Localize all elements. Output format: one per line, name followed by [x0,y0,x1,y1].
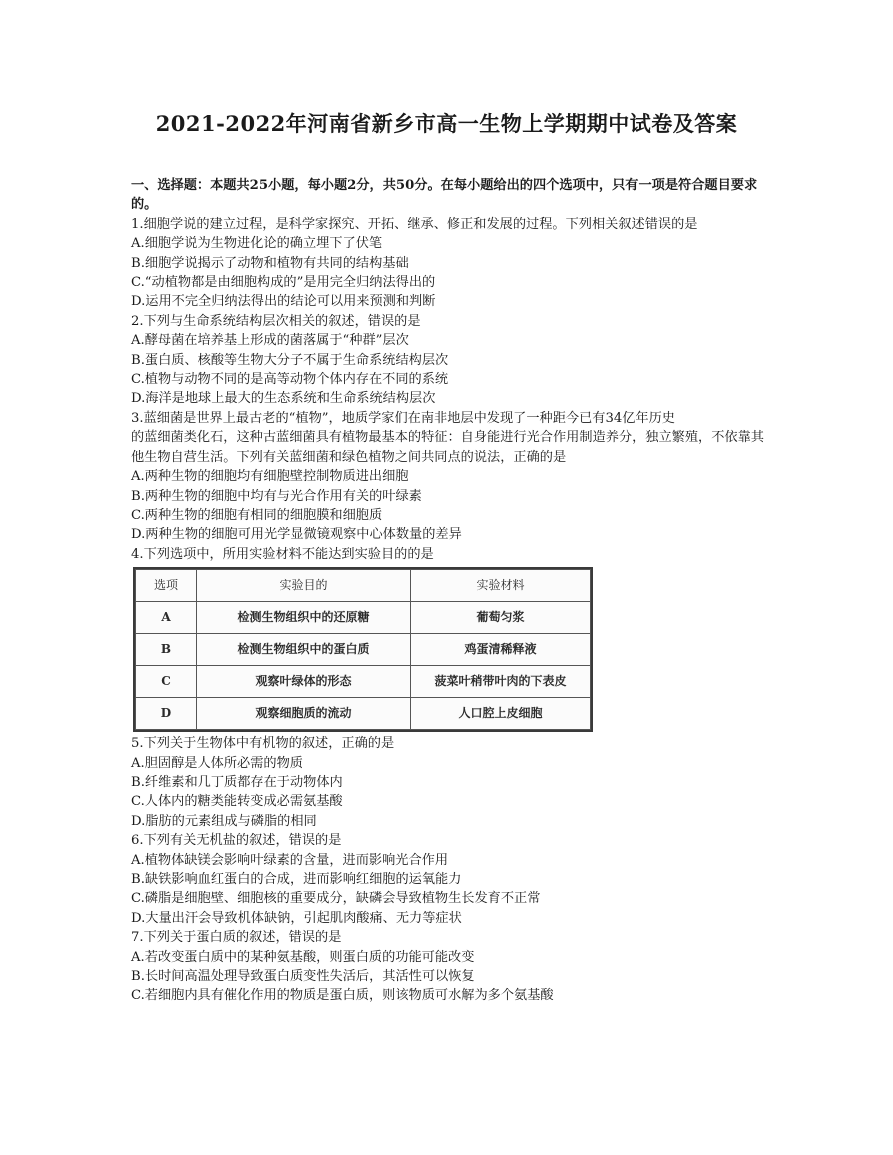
question-6-stem: 6.下列有关无机盐的叙述，错误的是 [131,833,342,849]
table-cell-option: A [136,602,197,634]
question-7-stem: 7.下列关于蛋白质的叙述，错误的是 [131,930,342,946]
question-2-option-d: D.海洋是地球上最大的生态系统和生命系统结构层次 [131,391,436,407]
question-3-option-b: B.两种生物的细胞中均有与光合作用有关的叶绿素 [131,488,422,504]
question-1-option-a: A.细胞学说为生物进化论的确立埋下了伏笔 [131,236,383,252]
question-7-option-b: B.长时间高温处理导致蛋白质变性失活后，其活性可以恢复 [131,969,475,984]
question-7-option-a: A.若改变蛋白质中的某种氨基酸，则蛋白质的功能可能改变 [131,949,475,965]
table-cell-option: D [136,698,197,730]
section-heading: 一、选择题：本题共25小题，每小题2分，共50分。在每小题给出的四个选项中，只有一项是符合题目要求的。 [131,178,758,213]
table-header-purpose: 实验目的 [197,570,411,602]
question-5-option-b: B.纤维素和几丁质都存在于动物体内 [131,774,343,790]
question-7-option-c: C.若细胞内具有催化作用的物质是蛋白质，则该物质可水解为多个氨基酸 [131,988,554,1004]
question-5-option-c: C.人体内的糖类能转变成必需氨基酸 [131,794,343,810]
table-cell-material: 鸡蛋清稀释液 [411,634,591,666]
table-cell-purpose: 检测生物组织中的蛋白质 [197,634,411,666]
table-row [136,634,591,666]
question-6-option-d: D.大量出汗会导致机体缺钠，引起肌肉酸痛、无力等症状 [131,910,462,926]
table-row [136,666,591,698]
table-header-option: 选项 [136,570,197,602]
question-2-option-b: B.蛋白质、核酸等生物大分子不属于生命系统结构层次 [131,352,449,368]
experiment-table-frame [133,567,593,732]
question-1-option-b: B.细胞学说揭示了动物和植物有共同的结构基础 [131,255,409,271]
table-cell-option: B [136,634,197,666]
question-6-option-a: A.植物体缺镁会影响叶绿素的含量，进而影响光合作用 [131,852,449,868]
question-2-stem: 2.下列与生命系统结构层次相关的叙述，错误的是 [131,313,421,329]
table-cell-purpose: 观察细胞质的流动 [197,698,411,730]
question-2-option-c: C.植物与动物不同的是高等动物个体内存在不同的系统 [131,372,449,388]
document-body [131,176,766,1006]
question-3-stem-continued: 的蓝细菌类化石，这种古蓝细菌具有植物最基本的特征：自身能进行光合作用制造养分，独立繁殖，不依靠其他生物自营生活。下列有关蓝细菌和绿色植物之间共同点的说法，正确的是 [131,430,764,465]
question-1-option-d: D.运用不完全归纳法得出的结论可以用来预测和判断 [131,294,436,310]
table-header-row [136,570,591,602]
experiment-table [135,569,591,730]
question-3-option-d: D.两种生物的细胞可用光学显微镜观察中心体数量的差异 [131,527,462,543]
question-3-option-a: A.两种生物的细胞均有细胞壁控制物质进出细胞 [131,469,409,485]
question-4-stem: 4.下列选项中，所用实验材料不能达到实验目的的是 [131,546,434,562]
question-3-stem: 3.蓝细菌是世界上最古老的“植物”，地质学家们在南非地层中发现了一种距今已有34亿年历史 [131,410,675,426]
question-1-option-c: C.“动植物都是由细胞构成的”是用完全归纳法得出的 [131,275,436,291]
question-6-option-b: B.缺铁影响血红蛋白的合成，进而影响红细胞的运氧能力 [131,871,462,887]
table-cell-option: C [136,666,197,698]
table-cell-purpose: 检测生物组织中的还原糖 [197,602,411,634]
table-row [136,698,591,730]
question-1-stem: 1.细胞学说的建立过程，是科学家探究、开拓、继承、修正和发展的过程。下列相关叙述错误的是 [131,216,698,232]
table-row [136,602,591,634]
table-header-material: 实验材料 [411,570,591,602]
question-2-option-a: A.酵母菌在培养基上形成的菌落属于“种群”层次 [131,333,409,349]
table-cell-material: 葡萄匀浆 [411,602,591,634]
question-6-option-c: C.磷脂是细胞壁、细胞核的重要成分，缺磷会导致植物生长发育不正常 [131,891,541,907]
table-cell-material: 菠菜叶稍带叶肉的下表皮 [411,666,591,698]
document-title: 2021-2022年河南省新乡市高一生物上学期期中试卷及答案 [155,111,738,136]
table-cell-material: 人口腔上皮细胞 [411,698,591,730]
question-5-option-d: D.脂肪的元素组成与磷脂的相同 [131,813,317,829]
table-cell-purpose: 观察叶绿体的形态 [197,666,411,698]
question-5-option-a: A.胆固醇是人体所必需的物质 [131,755,303,771]
question-3-option-c: C.两种生物的细胞有相同的细胞膜和细胞质 [131,507,383,523]
question-5-stem: 5.下列关于生物体中有机物的叙述，正确的是 [131,736,395,752]
